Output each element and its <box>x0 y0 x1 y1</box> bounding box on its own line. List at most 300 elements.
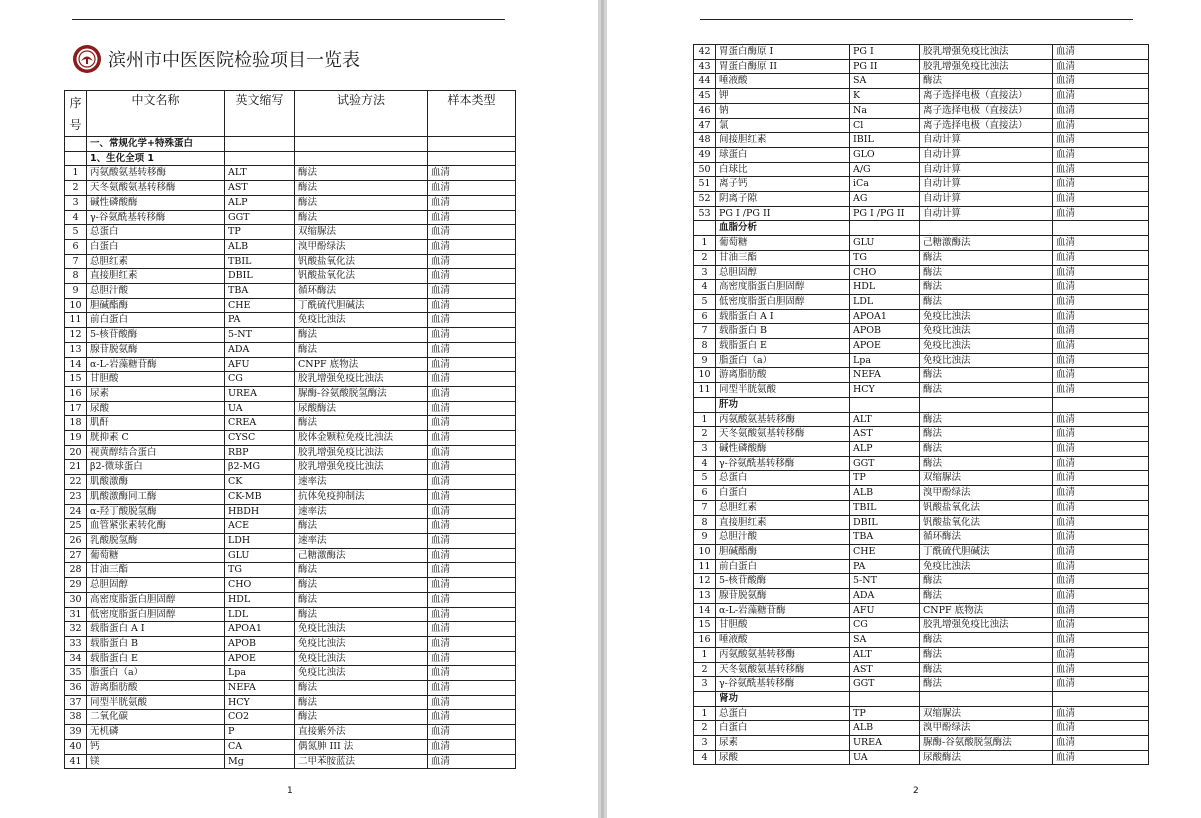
page-1 <box>0 0 598 818</box>
row-number: 26 <box>65 533 87 548</box>
empty-cell <box>225 137 295 152</box>
table-row <box>65 460 516 475</box>
table-row <box>65 431 516 446</box>
abbreviation: CREA <box>225 416 295 431</box>
empty-cell <box>1053 691 1149 706</box>
test-method: 免疫比浊法 <box>295 313 428 328</box>
sample-type: 血清 <box>1053 471 1149 486</box>
table-row <box>694 265 1149 280</box>
row-number: 6 <box>694 309 716 324</box>
header-rule <box>72 19 505 20</box>
abbreviation: CA <box>225 739 295 754</box>
chinese-name: 肌酸激酶 <box>87 475 225 490</box>
sample-type: 血清 <box>1053 603 1149 618</box>
test-method: 酶法 <box>920 456 1053 471</box>
test-items-table-continued <box>693 44 1149 765</box>
table-row <box>694 309 1149 324</box>
abbreviation: β2-MG <box>225 460 295 475</box>
chinese-name: 总胆红素 <box>716 500 850 515</box>
table-row <box>694 559 1149 574</box>
empty-cell <box>428 151 516 166</box>
test-method: 钒酸盐氧化法 <box>920 500 1053 515</box>
row-number: 17 <box>65 401 87 416</box>
test-method: 免疫比浊法 <box>920 309 1053 324</box>
section-heading: 肾功 <box>716 691 850 706</box>
page-number: 1 <box>287 786 293 796</box>
abbreviation: ALT <box>225 166 295 181</box>
row-number: 29 <box>65 578 87 593</box>
table-row <box>694 706 1149 721</box>
chinese-name: 球蛋白 <box>716 147 850 162</box>
chinese-name: 二氧化碳 <box>87 710 225 725</box>
abbreviation: Lpa <box>225 666 295 681</box>
test-method: 酶法 <box>920 265 1053 280</box>
chinese-name: 葡萄糖 <box>87 548 225 563</box>
test-method: 胶乳增强免疫比浊法 <box>920 45 1053 60</box>
test-method: 免疫比浊法 <box>920 353 1053 368</box>
row-number: 10 <box>694 544 716 559</box>
abbreviation: APOB <box>850 324 920 339</box>
row-number: 44 <box>694 74 716 89</box>
chinese-name: γ-谷氨酰基转移酶 <box>87 210 225 225</box>
chinese-name: 腺苷脱氨酶 <box>716 589 850 604</box>
table-row <box>65 195 516 210</box>
sample-type: 血清 <box>428 254 516 269</box>
header-abbreviation: 英文缩写 <box>225 91 295 137</box>
chinese-name: 天冬氨酸氨基转移酶 <box>716 427 850 442</box>
row-number: 15 <box>694 618 716 633</box>
sample-type: 血清 <box>1053 59 1149 74</box>
row-number: 1 <box>694 706 716 721</box>
table-row <box>65 622 516 637</box>
row-number: 47 <box>694 118 716 133</box>
chinese-name: 氯 <box>716 118 850 133</box>
abbreviation: CG <box>225 372 295 387</box>
test-method: 偶氮胂 III 法 <box>295 739 428 754</box>
row-number: 3 <box>65 195 87 210</box>
row-number: 32 <box>65 622 87 637</box>
row-number: 15 <box>65 372 87 387</box>
row-number: 24 <box>65 504 87 519</box>
row-number: 5 <box>694 471 716 486</box>
test-method: 酶法 <box>295 607 428 622</box>
test-method: 酶法 <box>920 250 1053 265</box>
header-sample-type: 样本类型 <box>428 91 516 137</box>
test-method: 直接紫外法 <box>295 725 428 740</box>
empty-cell <box>428 137 516 152</box>
table-row <box>65 592 516 607</box>
test-method: 酶法 <box>920 368 1053 383</box>
test-method: 酶法 <box>920 383 1053 398</box>
chinese-name: 乳酸脱氢酶 <box>87 533 225 548</box>
row-number: 50 <box>694 162 716 177</box>
abbreviation: GLU <box>850 236 920 251</box>
abbreviation: DBIL <box>225 269 295 284</box>
row-number: 14 <box>694 603 716 618</box>
chinese-name: 总蛋白 <box>87 225 225 240</box>
empty-cell <box>850 221 920 236</box>
abbreviation: SA <box>850 633 920 648</box>
row-number: 30 <box>65 592 87 607</box>
sample-type: 血清 <box>1053 236 1149 251</box>
abbreviation: TP <box>850 706 920 721</box>
abbreviation: CHE <box>225 298 295 313</box>
abbreviation: HBDH <box>225 504 295 519</box>
chinese-name: 碱性磷酸酶 <box>87 195 225 210</box>
abbreviation: UA <box>225 401 295 416</box>
chinese-name: 镁 <box>87 754 225 769</box>
chinese-name: 钙 <box>87 739 225 754</box>
table-row <box>694 618 1149 633</box>
row-number: 46 <box>694 103 716 118</box>
chinese-name: α-L-岩藻糖苷酶 <box>87 357 225 372</box>
table-row <box>694 383 1149 398</box>
sample-type: 血清 <box>1053 89 1149 104</box>
test-method: 酶法 <box>295 519 428 534</box>
abbreviation: GGT <box>850 677 920 692</box>
table-row <box>694 339 1149 354</box>
sample-type: 血清 <box>428 284 516 299</box>
abbreviation: APOE <box>850 339 920 354</box>
test-method: 自动计算 <box>920 192 1053 207</box>
test-method: 酶法 <box>920 677 1053 692</box>
abbreviation: ADA <box>225 342 295 357</box>
table-row <box>65 401 516 416</box>
abbreviation: IBIL <box>850 133 920 148</box>
abbreviation: PA <box>225 313 295 328</box>
abbreviation: SA <box>850 74 920 89</box>
chinese-name: 载脂蛋白 B <box>87 636 225 651</box>
sample-type: 血清 <box>428 533 516 548</box>
table-row <box>65 357 516 372</box>
sample-type: 血清 <box>1053 353 1149 368</box>
abbreviation: GGT <box>850 456 920 471</box>
empty-cell <box>295 137 428 152</box>
test-method: CNPF 底物法 <box>295 357 428 372</box>
test-method: 酶法 <box>920 294 1053 309</box>
row-number: 41 <box>65 754 87 769</box>
sample-type: 血清 <box>428 298 516 313</box>
test-method: 离子选择电极（直接法） <box>920 118 1053 133</box>
row-number: 11 <box>694 559 716 574</box>
sample-type: 血清 <box>1053 515 1149 530</box>
abbreviation: AFU <box>225 357 295 372</box>
sample-type: 血清 <box>428 710 516 725</box>
test-method: 丁酰硫代胆碱法 <box>295 298 428 313</box>
sample-type: 血清 <box>428 269 516 284</box>
sample-type: 血清 <box>1053 177 1149 192</box>
row-number: 21 <box>65 460 87 475</box>
chinese-name: 葡萄糖 <box>716 236 850 251</box>
table-row <box>65 342 516 357</box>
sample-type: 血清 <box>428 342 516 357</box>
abbreviation: TG <box>850 250 920 265</box>
table-row <box>694 574 1149 589</box>
row-number: 19 <box>65 431 87 446</box>
row-number <box>694 691 716 706</box>
row-number: 42 <box>694 45 716 60</box>
table-row <box>694 236 1149 251</box>
table-row <box>694 133 1149 148</box>
test-method: 酶法 <box>295 578 428 593</box>
abbreviation: APOE <box>225 651 295 666</box>
table-row <box>694 368 1149 383</box>
sample-type: 血清 <box>428 313 516 328</box>
table-row <box>694 118 1149 133</box>
test-method: 免疫比浊法 <box>295 666 428 681</box>
sample-type: 血清 <box>1053 750 1149 765</box>
chinese-name: 低密度脂蛋白胆固醇 <box>87 607 225 622</box>
sample-type: 血清 <box>1053 736 1149 751</box>
test-method: 免疫比浊法 <box>920 324 1053 339</box>
chinese-name: 天冬氨酸氨基转移酶 <box>716 662 850 677</box>
hospital-logo-icon <box>72 44 102 74</box>
sample-type: 血清 <box>1053 147 1149 162</box>
sample-type: 血清 <box>1053 45 1149 60</box>
test-method: 酶法 <box>295 592 428 607</box>
test-method: 酶法 <box>295 416 428 431</box>
chinese-name: γ-谷氨酰基转移酶 <box>716 677 850 692</box>
row-number: 20 <box>65 445 87 460</box>
empty-cell <box>850 397 920 412</box>
sample-type: 血清 <box>428 416 516 431</box>
row-number: 43 <box>694 59 716 74</box>
sample-type: 血清 <box>1053 118 1149 133</box>
chinese-name: 载脂蛋白 E <box>87 651 225 666</box>
abbreviation: LDL <box>850 294 920 309</box>
table-row <box>65 284 516 299</box>
chinese-name: 总胆固醇 <box>87 578 225 593</box>
table-row <box>65 636 516 651</box>
abbreviation: AST <box>850 427 920 442</box>
abbreviation: LDL <box>225 607 295 622</box>
table-row <box>65 666 516 681</box>
chinese-name: 尿酸 <box>716 750 850 765</box>
chinese-name: 总胆汁酸 <box>716 530 850 545</box>
sample-type: 血清 <box>428 460 516 475</box>
chinese-name: 钾 <box>716 89 850 104</box>
sample-type: 血清 <box>428 607 516 622</box>
table-row <box>65 181 516 196</box>
sample-type: 血清 <box>1053 544 1149 559</box>
sample-type: 血清 <box>428 681 516 696</box>
sample-type: 血清 <box>428 431 516 446</box>
sample-type: 血清 <box>428 445 516 460</box>
table-row <box>65 166 516 181</box>
chinese-name: 胃蛋白酶原 I <box>716 45 850 60</box>
row-number <box>694 221 716 236</box>
chinese-name: 胆碱酯酶 <box>87 298 225 313</box>
sample-type: 血清 <box>1053 721 1149 736</box>
table-row <box>694 662 1149 677</box>
test-method: 胶乳增强免疫比浊法 <box>295 460 428 475</box>
table-row <box>65 739 516 754</box>
table-row <box>694 456 1149 471</box>
row-number: 35 <box>65 666 87 681</box>
table-row <box>65 254 516 269</box>
section-heading: 1、生化全项 1 <box>87 151 225 166</box>
row-number: 52 <box>694 192 716 207</box>
test-method: 酶法 <box>295 181 428 196</box>
sample-type: 血清 <box>428 754 516 769</box>
test-method: 酶法 <box>295 195 428 210</box>
row-number: 14 <box>65 357 87 372</box>
table-row <box>694 59 1149 74</box>
row-number: 3 <box>694 677 716 692</box>
row-number: 34 <box>65 651 87 666</box>
abbreviation: ALB <box>850 721 920 736</box>
abbreviation: ALB <box>850 486 920 501</box>
test-method: 酶法 <box>920 280 1053 295</box>
sample-type: 血清 <box>428 504 516 519</box>
row-number: 2 <box>694 250 716 265</box>
sample-type: 血清 <box>428 166 516 181</box>
chinese-name: 碱性磷酸酶 <box>716 441 850 456</box>
row-number: 8 <box>694 515 716 530</box>
test-method: 胶乳增强免疫比浊法 <box>295 445 428 460</box>
table-row <box>694 530 1149 545</box>
table-row <box>65 695 516 710</box>
chinese-name: 甘油三酯 <box>716 250 850 265</box>
chinese-name: 胃蛋白酶原 II <box>716 59 850 74</box>
table-row <box>694 500 1149 515</box>
abbreviation: TP <box>850 471 920 486</box>
empty-cell <box>225 151 295 166</box>
sample-type: 血清 <box>428 666 516 681</box>
chinese-name: 高密度脂蛋白胆固醇 <box>87 592 225 607</box>
abbreviation: ADA <box>850 589 920 604</box>
abbreviation: Mg <box>225 754 295 769</box>
section-heading: 血脂分析 <box>716 221 850 236</box>
abbreviation: TP <box>225 225 295 240</box>
test-method: 溴甲酚绿法 <box>920 721 1053 736</box>
chinese-name: 总蛋白 <box>716 706 850 721</box>
table-row <box>65 298 516 313</box>
chinese-name: 白蛋白 <box>716 721 850 736</box>
chinese-name: 甘胆酸 <box>87 372 225 387</box>
row-number: 7 <box>694 500 716 515</box>
sample-type: 血清 <box>1053 74 1149 89</box>
row-number: 5 <box>694 294 716 309</box>
table-row <box>694 721 1149 736</box>
row-number: 4 <box>694 280 716 295</box>
table-row <box>694 89 1149 104</box>
abbreviation: HCY <box>225 695 295 710</box>
abbreviation: DBIL <box>850 515 920 530</box>
sample-type: 血清 <box>428 725 516 740</box>
row-number <box>65 137 87 152</box>
sample-type: 血清 <box>1053 294 1149 309</box>
test-method: 钒酸盐氧化法 <box>295 269 428 284</box>
row-number: 16 <box>65 386 87 401</box>
abbreviation: PG I <box>850 45 920 60</box>
sample-type: 血清 <box>1053 339 1149 354</box>
chinese-name: 腺苷脱氨酶 <box>87 342 225 357</box>
abbreviation: UREA <box>225 386 295 401</box>
test-method: CNPF 底物法 <box>920 603 1053 618</box>
chinese-name: 白蛋白 <box>87 239 225 254</box>
test-method: 免疫比浊法 <box>295 651 428 666</box>
test-method: 丁酰硫代胆碱法 <box>920 544 1053 559</box>
table-row <box>65 578 516 593</box>
table-row <box>65 607 516 622</box>
chinese-name: 尿素 <box>87 386 225 401</box>
sample-type: 血清 <box>428 548 516 563</box>
row-number <box>694 397 716 412</box>
row-number: 11 <box>694 383 716 398</box>
header-method: 试验方法 <box>295 91 428 137</box>
chinese-name: 离子钙 <box>716 177 850 192</box>
chinese-name: 载脂蛋白 A I <box>716 309 850 324</box>
sample-type: 血清 <box>428 401 516 416</box>
table-row <box>694 412 1149 427</box>
chinese-name: 载脂蛋白 E <box>716 339 850 354</box>
sample-type: 血清 <box>1053 427 1149 442</box>
abbreviation: APOB <box>225 636 295 651</box>
chinese-name: α-羟丁酸脱氢酶 <box>87 504 225 519</box>
row-number: 3 <box>694 441 716 456</box>
test-method: 酶法 <box>920 589 1053 604</box>
test-method: 钒酸盐氧化法 <box>920 515 1053 530</box>
table-row <box>65 651 516 666</box>
table-row <box>694 633 1149 648</box>
chinese-name: 同型半胱氨酸 <box>87 695 225 710</box>
row-number: 31 <box>65 607 87 622</box>
abbreviation: TG <box>225 563 295 578</box>
abbreviation: 5-NT <box>225 328 295 343</box>
abbreviation: K <box>850 89 920 104</box>
table-row <box>694 206 1149 221</box>
chinese-name: 游离脂肪酸 <box>716 368 850 383</box>
row-number: 7 <box>694 324 716 339</box>
abbreviation: GGT <box>225 210 295 225</box>
abbreviation: ALB <box>225 239 295 254</box>
chinese-name: 前白蛋白 <box>716 559 850 574</box>
table-row <box>694 427 1149 442</box>
abbreviation: NEFA <box>225 681 295 696</box>
table-row <box>65 225 516 240</box>
row-number: 53 <box>694 206 716 221</box>
sample-type: 血清 <box>1053 324 1149 339</box>
row-number: 8 <box>694 339 716 354</box>
test-method: 酶法 <box>295 710 428 725</box>
table-row <box>65 239 516 254</box>
chinese-name: 白蛋白 <box>716 486 850 501</box>
row-number: 12 <box>65 328 87 343</box>
empty-cell <box>920 397 1053 412</box>
test-method: 速率法 <box>295 504 428 519</box>
sample-type: 血清 <box>428 210 516 225</box>
row-number: 48 <box>694 133 716 148</box>
abbreviation: PG I /PG II <box>850 206 920 221</box>
abbreviation: CK-MB <box>225 489 295 504</box>
test-method: 酶法 <box>920 647 1053 662</box>
chinese-name: 5-核苷酸酶 <box>87 328 225 343</box>
table-row <box>694 192 1149 207</box>
empty-cell <box>920 691 1053 706</box>
table-row <box>65 416 516 431</box>
table-row <box>694 677 1149 692</box>
test-method: 溴甲酚绿法 <box>920 486 1053 501</box>
abbreviation: AFU <box>850 603 920 618</box>
table-row <box>694 647 1149 662</box>
test-method: 酶法 <box>920 427 1053 442</box>
sample-type: 血清 <box>428 357 516 372</box>
abbreviation: HDL <box>850 280 920 295</box>
chinese-name: 5-核苷酸酶 <box>716 574 850 589</box>
chinese-name: 总胆固醇 <box>716 265 850 280</box>
test-method: 胶体金颗粒免疫比浊法 <box>295 431 428 446</box>
